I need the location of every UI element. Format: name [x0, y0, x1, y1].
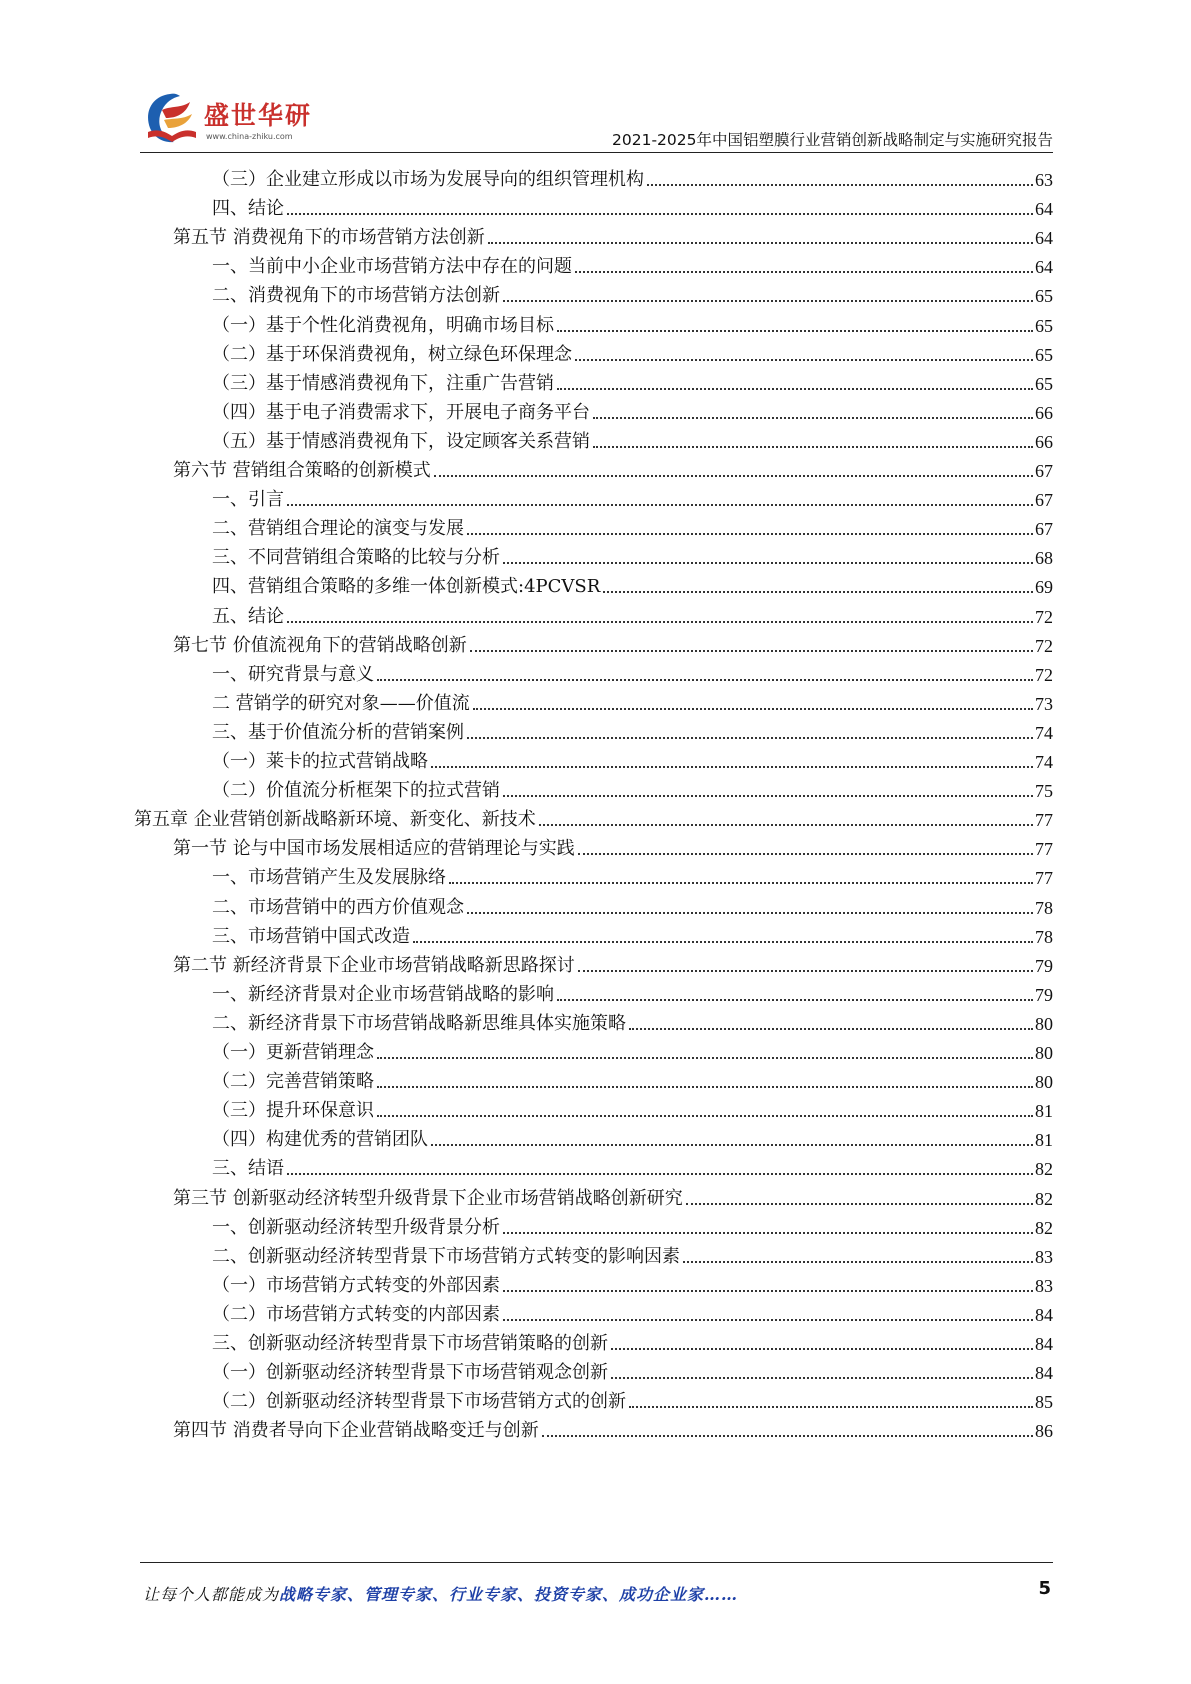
toc-entry[interactable]	[212, 1063, 1053, 1094]
toc-leader-dots	[575, 359, 1033, 361]
toc-entry-page: 68	[1035, 548, 1053, 569]
toc-entry-page: 77	[1035, 810, 1053, 831]
toc-leader-dots	[593, 446, 1033, 448]
toc-entry-page: 78	[1035, 897, 1053, 918]
toc-entry[interactable]	[212, 772, 1053, 803]
toc-entry[interactable]	[212, 1092, 1053, 1123]
toc-leader-dots	[503, 1319, 1033, 1321]
toc-leader-dots	[377, 1086, 1033, 1088]
toc-entry-page: 67	[1035, 461, 1053, 481]
toc-leader-dots	[377, 1115, 1033, 1117]
toc-leader-dots	[557, 330, 1033, 332]
toc-leader-dots	[467, 533, 1033, 535]
toc-leader-dots	[413, 941, 1033, 943]
toc-leader-dots	[503, 795, 1033, 797]
toc-entry-page: 73	[1035, 693, 1053, 714]
toc-leader-dots	[557, 999, 1033, 1001]
toc-entry-title: 二、新经济背景下市场营销战略新思维具体实施策略	[212, 1012, 626, 1034]
toc-entry-title: （二）价值流分析框架下的拉式营销	[212, 780, 500, 802]
toc-entry-title: 一、引言	[212, 489, 284, 511]
toc-entry-title: 三、结语	[212, 1158, 284, 1180]
toc-entry-page: 80	[1035, 1072, 1053, 1093]
toc-entry-title: 二、营销组合理论的演变与发展	[212, 518, 464, 540]
toc-leader-dots	[287, 213, 1033, 215]
toc-entry-title: 一、研究背景与意义	[212, 663, 374, 685]
toc-leader-dots	[611, 1377, 1033, 1379]
toc-entry-page: 65	[1035, 315, 1053, 336]
toc-leader-dots	[503, 562, 1033, 564]
toc-entry-page: 72	[1035, 664, 1053, 685]
toc-leader-dots	[557, 388, 1033, 390]
toc-entry-page: 63	[1035, 170, 1053, 190]
toc-entry-title: 三、不同营销组合策略的比较与分析	[212, 547, 500, 569]
toc-entry[interactable]	[173, 627, 1053, 658]
toc-leader-dots	[434, 475, 1033, 477]
toc-leader-dots	[578, 853, 1033, 855]
toc-entry[interactable]	[212, 161, 1053, 192]
toc-entry[interactable]	[212, 423, 1053, 454]
toc-entry[interactable]	[212, 1209, 1053, 1240]
toc-entry[interactable]	[212, 656, 1053, 687]
footer-divider	[140, 1562, 1053, 1563]
toc-entry[interactable]	[212, 918, 1053, 949]
toc-entry-title: 一、市场营销产生及发展脉络	[212, 867, 446, 889]
toc-entry-page: 77	[1035, 868, 1053, 889]
company-logo	[140, 88, 330, 150]
toc-entry[interactable]	[212, 568, 1053, 599]
toc-leader-dots	[467, 737, 1033, 739]
toc-entry-title: 三、市场营销中国式改造	[212, 925, 410, 947]
toc-entry[interactable]	[173, 830, 1053, 861]
document-title: 2021-2025年中国铝塑膜行业营销创新战略制定与实施研究报告	[612, 131, 1053, 149]
toc-entry-title: （一）莱卡的拉式营销战略	[212, 751, 428, 772]
toc-entry-page: 86	[1035, 1421, 1053, 1442]
toc-entry-page: 83	[1035, 1246, 1053, 1267]
toc-entry-page: 82	[1035, 1217, 1053, 1238]
toc-entry-page: 79	[1035, 955, 1053, 976]
toc-entry[interactable]	[134, 801, 1053, 832]
toc-entry-title: （三）基于情感消费视角下，注重广告营销	[212, 372, 554, 394]
toc-entry[interactable]	[212, 889, 1053, 920]
toc-entry[interactable]	[212, 1383, 1053, 1414]
toc-entry-page: 74	[1035, 752, 1053, 772]
toc-entry[interactable]	[212, 277, 1053, 308]
toc-leader-dots	[473, 708, 1033, 710]
toc-entry-title: 二、市场营销中的西方价值观念	[212, 896, 464, 918]
toc-entry-title: 一、新经济背景对企业市场营销战略的影响	[212, 983, 554, 1005]
toc-entry-title: 第三节 创新驱动经济转型升级背景下企业市场营销战略创新研究	[173, 1187, 683, 1209]
toc-entry-title: 第六节 营销组合策略的创新模式	[173, 460, 431, 481]
toc-entry[interactable]	[212, 743, 1053, 774]
toc-entry-page: 69	[1035, 577, 1053, 598]
toc-entry-page: 80	[1035, 1013, 1053, 1034]
toc-leader-dots	[539, 824, 1033, 826]
toc-entry-title: 二、消费视角下的市场营销方法创新	[212, 285, 500, 307]
toc-entry-page: 78	[1035, 926, 1053, 947]
toc-entry-page: 67	[1035, 490, 1053, 511]
toc-entry-page: 64	[1035, 199, 1053, 220]
toc-entry[interactable]	[212, 365, 1053, 396]
toc-entry[interactable]	[173, 1412, 1053, 1443]
slogan-highlight: 战略专家、管理专家、行业专家、投资专家、成功企业家……	[279, 1585, 739, 1604]
toc-entry[interactable]	[212, 685, 1053, 716]
toc-entry[interactable]	[212, 336, 1053, 367]
toc-entry-title: 二 营销学的研究对象——价值流	[212, 692, 470, 714]
toc-entry-page: 67	[1035, 519, 1053, 540]
toc-leader-dots	[629, 1028, 1033, 1030]
toc-entry[interactable]	[173, 452, 1053, 483]
toc-leader-dots	[593, 417, 1033, 419]
toc-entry[interactable]	[173, 1180, 1053, 1211]
logo-name: 盛世华研	[204, 101, 313, 130]
toc-leader-dots	[377, 1057, 1033, 1059]
toc-entry-title: 一、当前中小企业市场营销方法中存在的问题	[212, 256, 572, 278]
toc-entry[interactable]	[212, 1354, 1053, 1385]
toc-entry[interactable]	[212, 1325, 1053, 1356]
toc-entry[interactable]	[212, 190, 1053, 221]
toc-leader-dots	[542, 1435, 1033, 1437]
toc-entry-page: 66	[1035, 402, 1053, 423]
toc-entry-page: 82	[1035, 1188, 1053, 1209]
toc-entry-title: 第七节 价值流视角下的营销战略创新	[173, 634, 467, 656]
toc-entry-page: 64	[1035, 228, 1053, 249]
toc-entry-page: 72	[1035, 635, 1053, 656]
toc-leader-dots	[503, 300, 1033, 302]
toc-entry-page: 81	[1035, 1101, 1053, 1122]
toc-entry[interactable]	[212, 859, 1053, 890]
toc-leader-dots	[503, 1232, 1033, 1234]
toc-entry-page: 83	[1035, 1275, 1053, 1296]
toc-entry-title: （二）创新驱动经济转型背景下市场营销方式的创新	[212, 1391, 626, 1413]
toc-entry[interactable]	[212, 598, 1053, 629]
toc-entry-page: 72	[1035, 606, 1053, 627]
toc-entry[interactable]	[212, 976, 1053, 1007]
toc-entry-page: 80	[1035, 1043, 1053, 1063]
page-number: 5	[1038, 1578, 1051, 1599]
toc-entry-title: （一）基于个性化消费视角，明确市场目标	[212, 314, 554, 336]
toc-entry[interactable]	[212, 481, 1053, 512]
slogan-prefix: 让每个人都能成为	[143, 1585, 280, 1604]
toc-entry-page: 65	[1035, 373, 1053, 394]
toc-leader-dots	[287, 621, 1033, 623]
toc-entry[interactable]	[212, 1150, 1053, 1181]
toc-entry[interactable]	[212, 1267, 1053, 1298]
toc-entry[interactable]	[173, 219, 1053, 250]
book-swoosh-icon	[140, 88, 202, 150]
toc-leader-dots	[467, 912, 1033, 914]
toc-leader-dots	[431, 766, 1033, 768]
toc-entry[interactable]	[212, 307, 1053, 338]
toc-entry-title: （三）企业建立形成以市场为发展导向的组织管理机构	[212, 169, 644, 190]
toc-entry[interactable]	[212, 394, 1053, 425]
toc-entry[interactable]	[212, 1005, 1053, 1036]
toc-entry[interactable]	[212, 1121, 1053, 1152]
toc-entry[interactable]	[212, 248, 1053, 279]
toc-entry[interactable]	[212, 1238, 1053, 1269]
toc-entry-page: 84	[1035, 1304, 1053, 1325]
toc-entry-title: 第四节 消费者导向下企业营销战略变迁与创新	[173, 1420, 539, 1442]
toc-leader-dots	[377, 679, 1033, 681]
toc-leader-dots	[603, 591, 1033, 593]
toc-entry-page: 64	[1035, 257, 1053, 278]
toc-entry-page: 84	[1035, 1334, 1053, 1354]
footer-slogan	[143, 1582, 738, 1605]
header-divider	[140, 152, 1053, 153]
toc-leader-dots	[488, 242, 1033, 244]
toc-leader-dots	[578, 970, 1033, 972]
toc-entry-page: 66	[1035, 431, 1053, 452]
toc-leader-dots	[647, 184, 1033, 186]
toc-entry-title: 一、创新驱动经济转型升级背景分析	[212, 1216, 500, 1238]
toc-entry-title: （三）提升环保意识	[212, 1100, 374, 1122]
toc-entry-page: 77	[1035, 839, 1053, 860]
toc-entry-title: （一）市场营销方式转变的外部因素	[212, 1274, 500, 1296]
toc-entry-title: 四、营销组合策略的多维一体创新模式:4PCVSR	[212, 576, 601, 598]
toc-entry-title: 四、结论	[212, 198, 284, 220]
toc-entry-title: 五、结论	[212, 605, 284, 627]
toc-leader-dots	[431, 1144, 1033, 1146]
toc-entry[interactable]	[173, 947, 1053, 978]
toc-leader-dots	[575, 271, 1033, 273]
toc-entry-page: 65	[1035, 286, 1053, 307]
logo-url: www.china-zhiku.com	[206, 132, 293, 141]
toc-entry-title: （五）基于情感消费视角下，设定顾客关系营销	[212, 430, 590, 452]
toc-entry[interactable]	[212, 510, 1053, 541]
toc-entry[interactable]	[212, 539, 1053, 570]
toc-entry-title: （四）构建优秀的营销团队	[212, 1129, 428, 1151]
toc-entry-title: 三、基于价值流分析的营销案例	[212, 721, 464, 743]
toc-entry-title: （二）完善营销策略	[212, 1071, 374, 1093]
toc-entry[interactable]	[212, 714, 1053, 745]
toc-entry-title: （四）基于电子消费需求下，开展电子商务平台	[212, 401, 590, 423]
toc-leader-dots	[287, 504, 1033, 506]
toc-entry-page: 79	[1035, 984, 1053, 1005]
toc-entry-page: 82	[1035, 1159, 1053, 1180]
toc-entry-title: 第一节 论与中国市场发展相适应的营销理论与实践	[173, 838, 575, 860]
toc-entry-title: 第五节 消费视角下的市场营销方法创新	[173, 227, 485, 249]
toc-leader-dots	[683, 1261, 1033, 1263]
toc-entry-title: 三、创新驱动经济转型背景下市场营销策略的创新	[212, 1333, 608, 1354]
toc-entry-page: 81	[1035, 1130, 1053, 1151]
toc-entry-title: （一）创新驱动经济转型背景下市场营销观念创新	[212, 1362, 608, 1384]
toc-entry-title: 第二节 新经济背景下企业市场营销战略新思路探讨	[173, 954, 575, 976]
toc-entry-title: 二、创新驱动经济转型背景下市场营销方式转变的影响因素	[212, 1245, 680, 1267]
toc-leader-dots	[287, 1173, 1033, 1175]
toc-leader-dots	[611, 1348, 1033, 1350]
toc-leader-dots	[449, 882, 1033, 884]
toc-entry[interactable]	[212, 1034, 1053, 1065]
toc-entry-title: （二）基于环保消费视角，树立绿色环保理念	[212, 343, 572, 365]
toc-entry-title: （二）市场营销方式转变的内部因素	[212, 1303, 500, 1325]
toc-entry-page: 85	[1035, 1392, 1053, 1413]
toc-entry-page: 65	[1035, 344, 1053, 365]
toc-entry-title: 第五章 企业营销创新战略新环境、新变化、新技术	[134, 809, 536, 831]
toc-entry-page: 74	[1035, 722, 1053, 743]
toc-entry-page: 84	[1035, 1363, 1053, 1384]
toc-entry-page: 75	[1035, 781, 1053, 802]
toc-leader-dots	[470, 650, 1033, 652]
toc-entry[interactable]	[212, 1296, 1053, 1327]
toc-leader-dots	[686, 1203, 1033, 1205]
toc-entry-title: （一）更新营销理念	[212, 1042, 374, 1063]
toc-leader-dots	[629, 1406, 1033, 1408]
toc-leader-dots	[503, 1290, 1033, 1292]
